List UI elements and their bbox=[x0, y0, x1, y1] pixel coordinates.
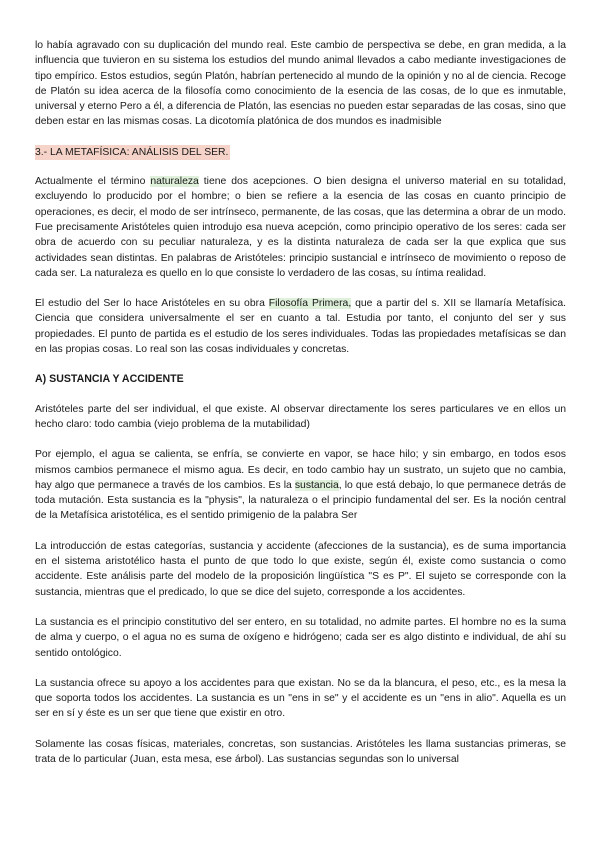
section-title-metafisica: 3.- LA METAFÍSICA: ANÁLISIS DEL SER. bbox=[35, 145, 230, 160]
paragraph-sustancias-primeras: Solamente las cosas físicas, materiales, concretas, son sustancias. Aristóteles les llama sustancias primeras, se trata de lo particular (Juan, esta mesa, ese árbol). Las sustancias segundas son lo universal bbox=[35, 738, 566, 765]
paragraph-ser-individual: Aristóteles parte del ser individual, el que existe. Al observar directamente los seres particulares ve en ellos un hecho claro: todo cambia (viejo problema de la mutabilidad) bbox=[35, 403, 566, 430]
paragraph-estudio-ser bbox=[35, 296, 566, 357]
paragraph-estudio-ser-rest: que a partir del s. XII se llamaría Metafísica. Ciencia que considera universalmente el ser en cuanto a tal. Estudia por tanto, el conjunto del ser y sus propiedades. El punto de partida es el estudio de los seres individuales. Todas las propiedades metafísicas se dan en las propias cosas. Lo real son las cosas individuales y concretas. bbox=[35, 298, 567, 356]
paragraph-agua-rest: , lo que está debajo, lo que permanece detrás de toda mutación. Esta sustancia es la "physis", la naturaleza o el principio fundamental del ser. Es la noción central de la Metafísica aristotélica, es el sentido primigenio de la palabra Ser bbox=[35, 479, 566, 522]
paragraph-naturaleza-start: Actualmente el término bbox=[35, 176, 151, 188]
paragraph-platon-perspective: lo había agravado con su duplicación del mundo real. Este cambio de perspectiva se debe, en gran medida, a la influencia que tuvieron en su sistema los estudios del mundo animal llevados a cabo mediante investigaciones de tipo empírico. Estos estudios, según Platón, habrían pertenecido al mundo de la opinión y no al de ciencia. Recoge de Platón su idea acerca de la filosofía como conocimiento de la esencia de las cosas, de lo que es inmutable, universal y eterno Pero a él, a diferencia de Platón, las esencias no pueden estar separadas de las cosas, sino que deben estar en las mismas cosas. La dicotomía platónica de dos mundos es inadmisible bbox=[35, 40, 566, 128]
paragraph-principio-constitutivo: La sustancia es el principio constitutivo del ser entero, en su totalidad, no admite partes. El hombre no es la suma de alma y cuerpo, o el agua no es suma de oxígeno e hidrógeno; cada ser es algo distinto e individual, de ahí su sentido ontológico. bbox=[35, 616, 566, 659]
paragraph-naturaleza-rest: tiene dos acepciones. O bien designa el universo material en su totalidad, excluyendo lo producido por el hombre; o bien se refiere a la esencia de las cosas en cuanto principio de operaciones, es decir, el modo de ser intrínseco, permanente, de las cosas, que las determina a obrar de un modo. Fue precisamente Aristóteles quien introdujo esa nueva acepción, como principio operativo de los seres: cada ser obra de acuerdo con su peculiar naturaleza, y es la distinta naturaleza de cada ser la que explica que sus actividades sean distintas. En palabras de Aristóteles: principio sustancial e intrínseco de movimiento o reposo de cada ser. La naturaleza es quello en lo que consiste lo verdadero de las cosas, su íntima realidad. bbox=[35, 176, 566, 279]
section-heading-wrapper bbox=[35, 145, 566, 160]
paragraph-naturaleza bbox=[35, 174, 566, 281]
paragraph-categorias: La introducción de estas categorías, sustancia y accidente (afecciones de la sustancia), es de suma importancia en el sistema aristotélico hasta el punto de que todo lo que existe, según él, existe como sustancia o como accidente. Este análisis parte del modelo de la proposición lingüística "S es P". El sujeto se corresponde con la sustancia, mientras que el predicado, lo que se dice del sujeto, corresponde a los accidentes. bbox=[35, 540, 566, 598]
paragraph-apoyo-accidentes: La sustancia ofrece su apoyo a los accidentes para que existan. No se da la blancura, el peso, etc., es la mesa la que soporta todos los accidentes. La sustancia es un "ens in se" y el accidente es un "ens in alio". Aquella es un ser en sí y éste es un ser que tiene que existir en otro. bbox=[35, 677, 566, 720]
paragraph-estudio-ser-start: El estudio del Ser lo hace Aristóteles en su obra bbox=[35, 298, 269, 310]
paragraph-agua-start: Por ejemplo, el agua se calienta, se enfría, se convierte en vapor, se hace hilo; y sin embargo, en todos esos mismos cambios permanece el mismo agua. Es decir, en todo cambio hay un sustrato, un sujeto que no cambia, hay algo que permanece a través de los cambios. Es la bbox=[35, 449, 566, 491]
subheading-sustancia-accidente: A) SUSTANCIA Y ACCIDENTE bbox=[35, 373, 184, 386]
highlight-sustancia: sustancia bbox=[294, 479, 339, 491]
highlight-filosofia-primera: Filosofía Primera, bbox=[268, 298, 352, 310]
highlight-naturaleza: naturaleza bbox=[150, 176, 199, 188]
paragraph-agua-ejemplo bbox=[35, 447, 566, 523]
